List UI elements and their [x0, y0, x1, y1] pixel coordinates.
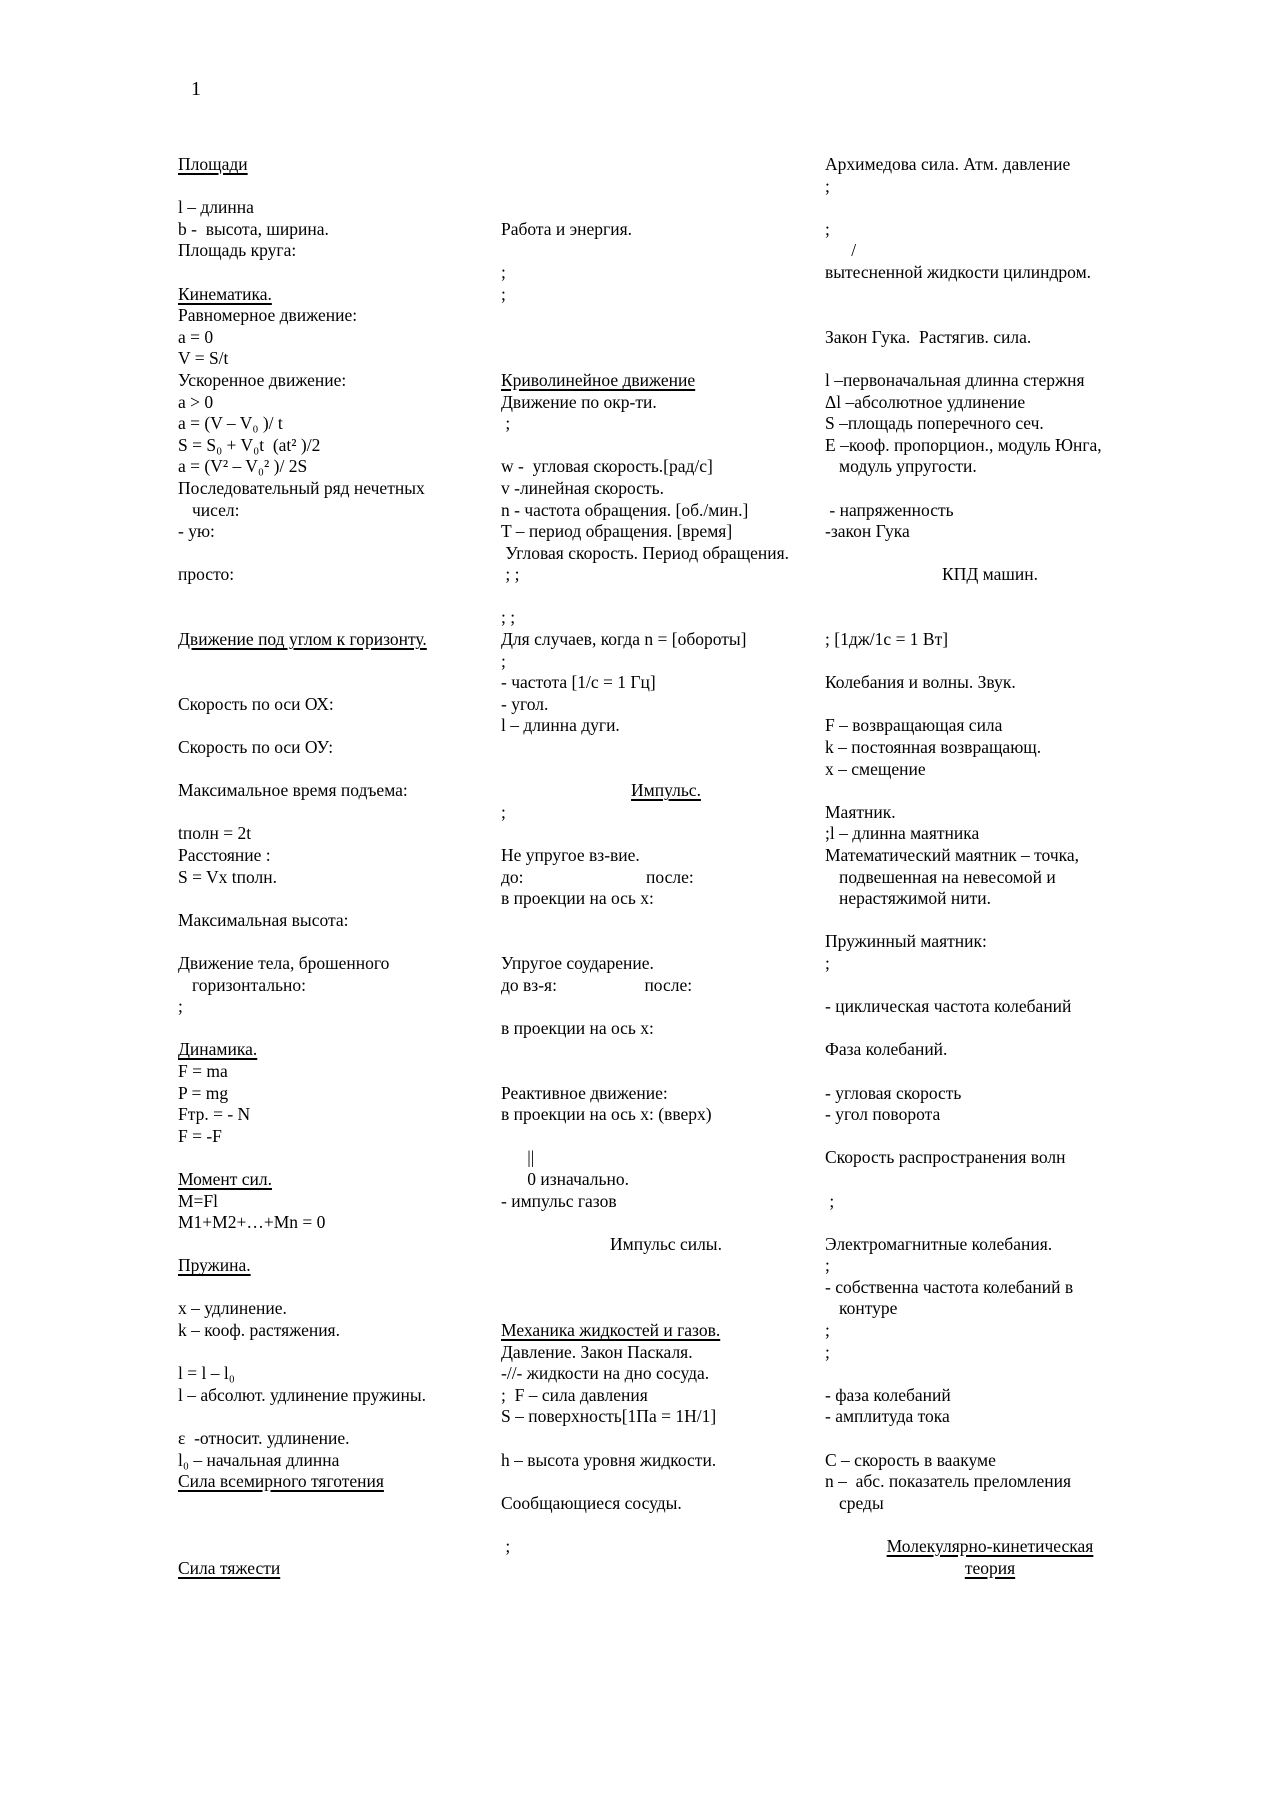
text-line: контуре — [839, 1298, 898, 1319]
text-line — [501, 240, 831, 262]
text-line: - угол. — [501, 693, 549, 714]
text-line — [501, 737, 831, 759]
text-line: ; — [825, 952, 830, 973]
text-line: Расстояние : — [178, 845, 271, 865]
text-line: ; — [501, 283, 506, 304]
text-line — [501, 154, 831, 176]
text-line: l –первоначальная длинна стержня — [825, 369, 1085, 390]
text-line: Архимедова сила. Атм. давление — [825, 154, 1071, 174]
text-line — [501, 823, 831, 845]
text-line: / — [825, 240, 857, 261]
text-line: КПД машин. — [942, 564, 1038, 585]
text-line — [825, 543, 1155, 565]
text-line: Импульс силы. — [610, 1233, 722, 1254]
text-line: - собственна частота колебаний в — [825, 1276, 1074, 1297]
section-heading: Динамика. — [178, 1039, 258, 1060]
text-line: ; — [825, 1341, 830, 1362]
text-line — [501, 1428, 831, 1450]
text-line — [501, 435, 831, 457]
text-line: S –площадь поперечного сеч. — [825, 413, 1044, 434]
text-line: ; — [825, 1255, 830, 1276]
text-line — [178, 543, 468, 565]
text-line — [178, 176, 468, 198]
text-line — [178, 586, 468, 608]
page-number: 1 — [191, 78, 201, 100]
text-line: E –кооф. пропорцион., модуль Юнга, — [825, 434, 1102, 455]
text-line — [825, 607, 1155, 629]
column-right — [825, 154, 1155, 1579]
text-line: Пружинный маятник: — [825, 931, 987, 952]
text-line: подвешенная на невесомой и — [839, 866, 1056, 887]
text-line: ; — [178, 996, 183, 1017]
text-line: ; — [501, 261, 506, 282]
text-line — [825, 478, 1155, 500]
text-line: k – кооф. растяжения. — [178, 1320, 340, 1341]
text-line: V = S/t — [178, 348, 229, 369]
section-heading: Движение под углом к горизонту. — [178, 629, 427, 650]
text-line: ; — [825, 1190, 835, 1211]
text-line — [178, 802, 468, 824]
text-line: в проекции на ось x: — [501, 888, 654, 909]
text-line: tполн = 2t — [178, 823, 252, 844]
text-line — [825, 1212, 1155, 1234]
text-line: F = -F — [178, 1125, 222, 1146]
text-line — [178, 262, 468, 284]
text-line: Реактивное движение: — [501, 1082, 668, 1103]
section-heading: Момент сил. — [178, 1168, 273, 1189]
text-line — [501, 910, 831, 932]
text-line: - амплитуда тока — [825, 1406, 950, 1427]
text-line: ; — [501, 413, 511, 434]
text-line — [178, 607, 468, 629]
text-line: Fтр. = - N — [178, 1104, 251, 1125]
text-line: среды — [839, 1492, 884, 1513]
section-heading: Механика жидкостей и газов. — [501, 1320, 721, 1341]
text-line: a = (V² – V₀² )/ 2S — [178, 456, 308, 477]
text-line: модуль упругости. — [839, 456, 977, 477]
text-line: S = Vx tполн. — [178, 866, 278, 887]
text-line: h – высота уровня жидкости. — [501, 1449, 717, 1470]
text-line: вытесненной жидкости цилиндром. — [825, 261, 1092, 282]
text-line: до вз-я: после: — [501, 974, 693, 995]
text-line: ; ; — [501, 564, 520, 585]
text-line: ; ; — [501, 607, 516, 628]
text-line — [501, 1277, 831, 1299]
text-line: M1+M2+…+Mn = 0 — [178, 1212, 326, 1233]
text-line — [501, 1255, 831, 1277]
text-line: Для случаев, когда n = [обороты] — [501, 629, 747, 650]
text-line: Закон Гука. Растягив. сила. — [825, 326, 1032, 347]
text-line — [501, 176, 831, 198]
text-line — [501, 1061, 831, 1083]
text-line: F = ma — [178, 1060, 228, 1081]
text-line: Угловая скорость. Период обращения. — [501, 542, 790, 563]
text-line — [178, 672, 468, 694]
text-line — [501, 1471, 831, 1493]
text-line: ; — [501, 1536, 511, 1556]
text-line — [825, 1514, 1155, 1536]
text-line: Сообщающиеся сосуды. — [501, 1492, 682, 1513]
text-line: T – период обращения. [время] — [501, 521, 733, 542]
text-line: Работа и энергия. — [501, 218, 633, 239]
text-line: Упругое соударение. — [501, 952, 654, 973]
text-line — [825, 586, 1155, 608]
text-line: n – абс. показатель преломления — [825, 1471, 1072, 1492]
text-line: Скорость по оси ОХ: — [178, 693, 334, 714]
text-line — [825, 651, 1155, 673]
text-line: Колебания и волны. Звук. — [825, 672, 1016, 693]
text-line — [501, 1039, 831, 1061]
text-line — [501, 931, 831, 953]
text-line: S – поверхность[1Па = 1Н/1] — [501, 1406, 717, 1427]
text-line: - частота [1/с = 1 Гц] — [501, 672, 656, 693]
text-line — [825, 1169, 1155, 1191]
text-line: Скорость по оси ОУ: — [178, 737, 334, 758]
text-line — [501, 348, 831, 370]
text-line: - угол поворота — [825, 1104, 941, 1125]
text-line — [178, 888, 468, 910]
text-line — [501, 759, 831, 781]
text-line — [178, 1536, 468, 1558]
text-line: l – абсолют. удлинение пружины. — [178, 1384, 426, 1405]
text-line: Математический маятник – точка, — [825, 845, 1079, 865]
text-line: просто: — [178, 564, 235, 585]
text-line: l = l – l₀ — [178, 1363, 235, 1384]
section-heading: Кинематика. — [178, 283, 272, 304]
text-line — [825, 694, 1155, 716]
text-line: b - высота, ширина. — [178, 218, 329, 239]
text-line: Скорость распространения волн — [825, 1147, 1066, 1168]
text-line: горизонтально: — [192, 974, 307, 995]
text-line: x – смещение — [825, 758, 926, 779]
text-line: -//- жидкости на дно сосуда. — [501, 1363, 710, 1384]
text-line — [501, 305, 831, 327]
text-line: Электромагнитные колебания. — [825, 1233, 1053, 1254]
text-line: 0 изначально. — [501, 1168, 630, 1189]
text-line: - напряженность — [825, 499, 954, 520]
text-line: ;l – длинна маятника — [825, 823, 980, 844]
text-line — [178, 1018, 468, 1040]
text-line: -закон Гука — [825, 521, 910, 542]
text-line — [825, 975, 1155, 997]
text-line: Движение по окр-ти. — [501, 391, 657, 412]
text-line — [501, 1298, 831, 1320]
text-line: v -линейная скорость. — [501, 477, 664, 498]
text-line: - угловая скорость — [825, 1082, 962, 1103]
section-heading: Молекулярно-кинетическая — [886, 1536, 1094, 1556]
text-line: - фаза колебаний — [825, 1384, 951, 1405]
text-line: || — [501, 1147, 535, 1168]
text-line: a = (V – V₀ )/ t — [178, 413, 283, 434]
text-line: Не упругое вз-вие. — [501, 845, 640, 865]
text-line: M=Fl — [178, 1190, 219, 1211]
text-line: Максимальное время подъема: — [178, 780, 408, 801]
text-line — [178, 931, 468, 953]
text-line: ; — [825, 218, 830, 239]
text-line: a = 0 — [178, 326, 214, 347]
text-line: F – возвращающая сила — [825, 715, 1003, 736]
text-line: Маятник. — [825, 801, 896, 822]
text-line: - циклическая частота колебаний — [825, 996, 1072, 1017]
text-line — [825, 348, 1155, 370]
text-line: k – постоянная возвращающ. — [825, 737, 1042, 758]
text-line: x – удлинение. — [178, 1298, 287, 1319]
column-middle — [501, 154, 831, 1558]
text-line: Движение тела, брошенного — [178, 952, 390, 973]
section-heading: Площади — [178, 154, 248, 174]
text-line: ; F – сила давления — [501, 1384, 648, 1405]
text-line: - ую: — [178, 521, 215, 542]
text-line: S = S₀ + V₀t (at² )/2 — [178, 434, 321, 455]
text-line: l – длинна дуги. — [501, 715, 620, 736]
text-line: l₀ – начальная длинна — [178, 1449, 340, 1470]
text-line — [178, 1514, 468, 1536]
text-line: ; — [825, 175, 830, 196]
text-line — [501, 1212, 831, 1234]
text-line — [825, 1363, 1155, 1385]
text-line: ε -относит. удлинение. — [178, 1428, 350, 1449]
section-heading: Сила всемирного тяготения — [178, 1471, 384, 1492]
text-line: в проекции на ось x: — [501, 1017, 654, 1038]
section-heading: Пружина. — [178, 1255, 251, 1276]
text-line: Равномерное движение: — [178, 305, 358, 326]
text-line — [825, 1126, 1155, 1148]
section-heading: Криволинейное движение — [501, 369, 696, 390]
text-line: ; — [501, 801, 506, 822]
text-line — [825, 305, 1155, 327]
text-line: w - угловая скорость.[рад/с] — [501, 456, 713, 477]
text-line — [501, 1126, 831, 1148]
text-line — [178, 651, 468, 673]
text-line: ; [1дж/1с = 1 Вт] — [825, 629, 949, 650]
text-line — [501, 996, 831, 1018]
column-left — [178, 154, 468, 1579]
text-line: Площадь круга: — [178, 240, 297, 261]
text-line: l – длинна — [178, 197, 254, 218]
text-line — [501, 327, 831, 349]
text-line: Фаза колебаний. — [825, 1039, 948, 1060]
text-line — [825, 284, 1155, 306]
text-line: C – скорость в ваакуме — [825, 1449, 996, 1470]
text-line — [825, 1061, 1155, 1083]
text-line — [178, 1234, 468, 1256]
section-heading: Сила тяжести — [178, 1557, 281, 1578]
text-line: Ускоренное движение: — [178, 369, 347, 390]
text-line — [178, 1277, 468, 1299]
text-line — [501, 586, 831, 608]
text-line: a > 0 — [178, 391, 214, 412]
text-line — [501, 1514, 831, 1536]
text-line: - импульс газов — [501, 1190, 617, 1211]
text-line: до: после: — [501, 866, 694, 887]
text-line: в проекции на ось x: (вверх) — [501, 1104, 712, 1125]
text-line: Максимальная высота: — [178, 909, 349, 930]
text-line — [501, 197, 831, 219]
text-line — [825, 780, 1155, 802]
text-line: нерастяжимой нити. — [839, 888, 992, 909]
text-line — [178, 759, 468, 781]
text-line — [178, 1406, 468, 1428]
text-line — [825, 1428, 1155, 1450]
text-line — [178, 1342, 468, 1364]
text-line: Последовательный ряд нечетных — [178, 477, 425, 498]
text-line: ; — [501, 650, 506, 671]
section-heading: Импульс. — [631, 780, 701, 801]
text-line — [825, 910, 1155, 932]
text-line — [178, 1493, 468, 1515]
text-line: чисел: — [192, 499, 240, 520]
text-line: Давление. Закон Паскаля. — [501, 1341, 693, 1362]
text-line — [178, 715, 468, 737]
text-line: n - частота обращения. [об./мин.] — [501, 499, 749, 520]
text-line — [825, 1018, 1155, 1040]
section-heading: теория — [964, 1557, 1016, 1578]
text-line: Δl –абсолютное удлинение — [825, 391, 1026, 412]
text-line: ; — [825, 1320, 830, 1341]
text-line: P = mg — [178, 1082, 229, 1103]
text-line — [825, 197, 1155, 219]
text-line — [178, 1147, 468, 1169]
